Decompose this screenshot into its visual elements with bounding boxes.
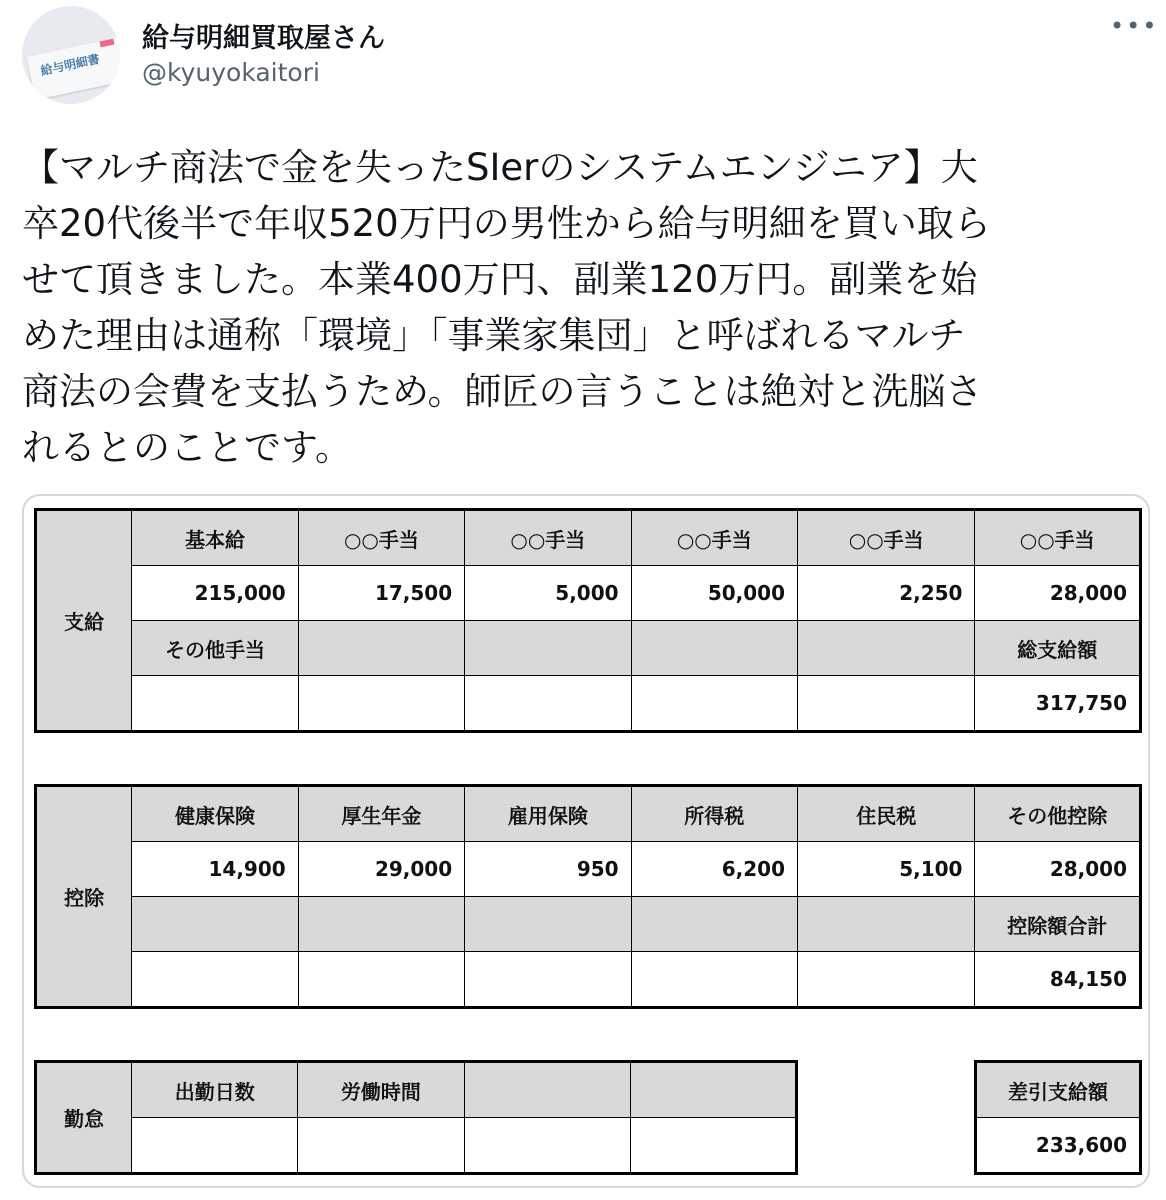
attendance-table — [34, 1060, 798, 1175]
empty-cell — [465, 952, 631, 1008]
empty-cell — [631, 676, 797, 732]
deduction-header: 所得税 — [631, 786, 797, 842]
deduction-value: 6,200 — [631, 842, 797, 897]
empty-cell — [132, 952, 298, 1008]
net-pay-value: 233,600 — [976, 1118, 1141, 1174]
attendance-header: 出勤日数 — [132, 1062, 298, 1118]
empty-cell — [630, 1118, 796, 1174]
empty-header-cell — [630, 1062, 796, 1118]
pay-header: ○○手当 — [975, 510, 1141, 566]
pay-value: 2,250 — [798, 566, 975, 621]
avatar-label: 給与明細書 — [39, 51, 101, 79]
deduction-header: 住民税 — [798, 786, 975, 842]
deduction-value: 950 — [465, 842, 631, 897]
empty-cell — [631, 952, 797, 1008]
pay-value: 50,000 — [631, 566, 797, 621]
deduction-table — [34, 784, 1142, 1009]
total-deduction-value: 84,150 — [975, 952, 1141, 1008]
other-allowance-header: その他手当 — [132, 621, 298, 676]
deduction-value: 14,900 — [132, 842, 298, 897]
empty-cell — [798, 676, 975, 732]
empty-cell — [132, 1118, 298, 1174]
pay-table — [34, 508, 1142, 733]
gross-pay-header: 総支給額 — [975, 621, 1141, 676]
deduction-value: 28,000 — [975, 842, 1141, 897]
pay-value: 215,000 — [132, 566, 298, 621]
attached-image[interactable] — [22, 494, 1150, 1188]
empty-header-cell — [465, 621, 631, 676]
empty-cell — [464, 1118, 630, 1174]
pay-header: ○○手当 — [465, 510, 631, 566]
deduction-header: 厚生年金 — [298, 786, 464, 842]
attendance-section-label: 勤怠 — [36, 1062, 132, 1174]
empty-cell — [798, 952, 975, 1008]
pay-value: 5,000 — [465, 566, 631, 621]
empty-cell — [298, 952, 464, 1008]
empty-header-cell — [798, 897, 975, 952]
empty-header-cell — [298, 621, 464, 676]
empty-cell — [132, 676, 298, 732]
deduction-value: 5,100 — [798, 842, 975, 897]
pay-header: ○○手当 — [798, 510, 975, 566]
pay-value: 28,000 — [975, 566, 1141, 621]
net-pay-header: 差引支給額 — [976, 1062, 1141, 1118]
empty-header-cell — [631, 621, 797, 676]
empty-header-cell — [298, 897, 464, 952]
empty-cell — [465, 676, 631, 732]
deduction-section-label: 控除 — [36, 786, 132, 1008]
pay-header: ○○手当 — [631, 510, 797, 566]
empty-header-cell — [464, 1062, 630, 1118]
deduction-header: その他控除 — [975, 786, 1141, 842]
empty-header-cell — [798, 621, 975, 676]
deduction-value: 29,000 — [298, 842, 464, 897]
empty-header-cell — [631, 897, 797, 952]
attendance-header: 労働時間 — [298, 1062, 464, 1118]
pay-value: 17,500 — [298, 566, 464, 621]
tweet-text: 【マルチ商法で金を失ったSIerのシステムエンジニア】大 卒20代後半で年収520万円の男性から給与明細を買い取ら せて頂きました。本業400万円、副業120万円。副業を始 めた理由は通称「環境」「事業家集団」と呼ばれるマルチ 商法の会費を支払うため。師匠の言うことは絶対と洗脳さ れるとのことです。 — [22, 146, 991, 469]
pay-header: ○○手当 — [298, 510, 464, 566]
empty-header-cell — [132, 897, 298, 952]
display-name[interactable]: 給与明細買取屋さん — [142, 23, 385, 54]
empty-cell — [298, 676, 464, 732]
more-options-icon[interactable]: ••• — [1110, 12, 1159, 40]
total-deduction-header: 控除額合計 — [975, 897, 1141, 952]
pay-header: 基本給 — [132, 510, 298, 566]
deduction-header: 雇用保険 — [465, 786, 631, 842]
pay-section-label: 支給 — [36, 510, 132, 732]
user-handle[interactable]: @kyuyokaitori — [142, 58, 320, 87]
avatar[interactable] — [22, 6, 120, 104]
deduction-header: 健康保険 — [132, 786, 298, 842]
empty-cell — [298, 1118, 464, 1174]
net-pay-table — [974, 1060, 1142, 1175]
gross-pay-value: 317,750 — [975, 676, 1141, 732]
empty-header-cell — [465, 897, 631, 952]
